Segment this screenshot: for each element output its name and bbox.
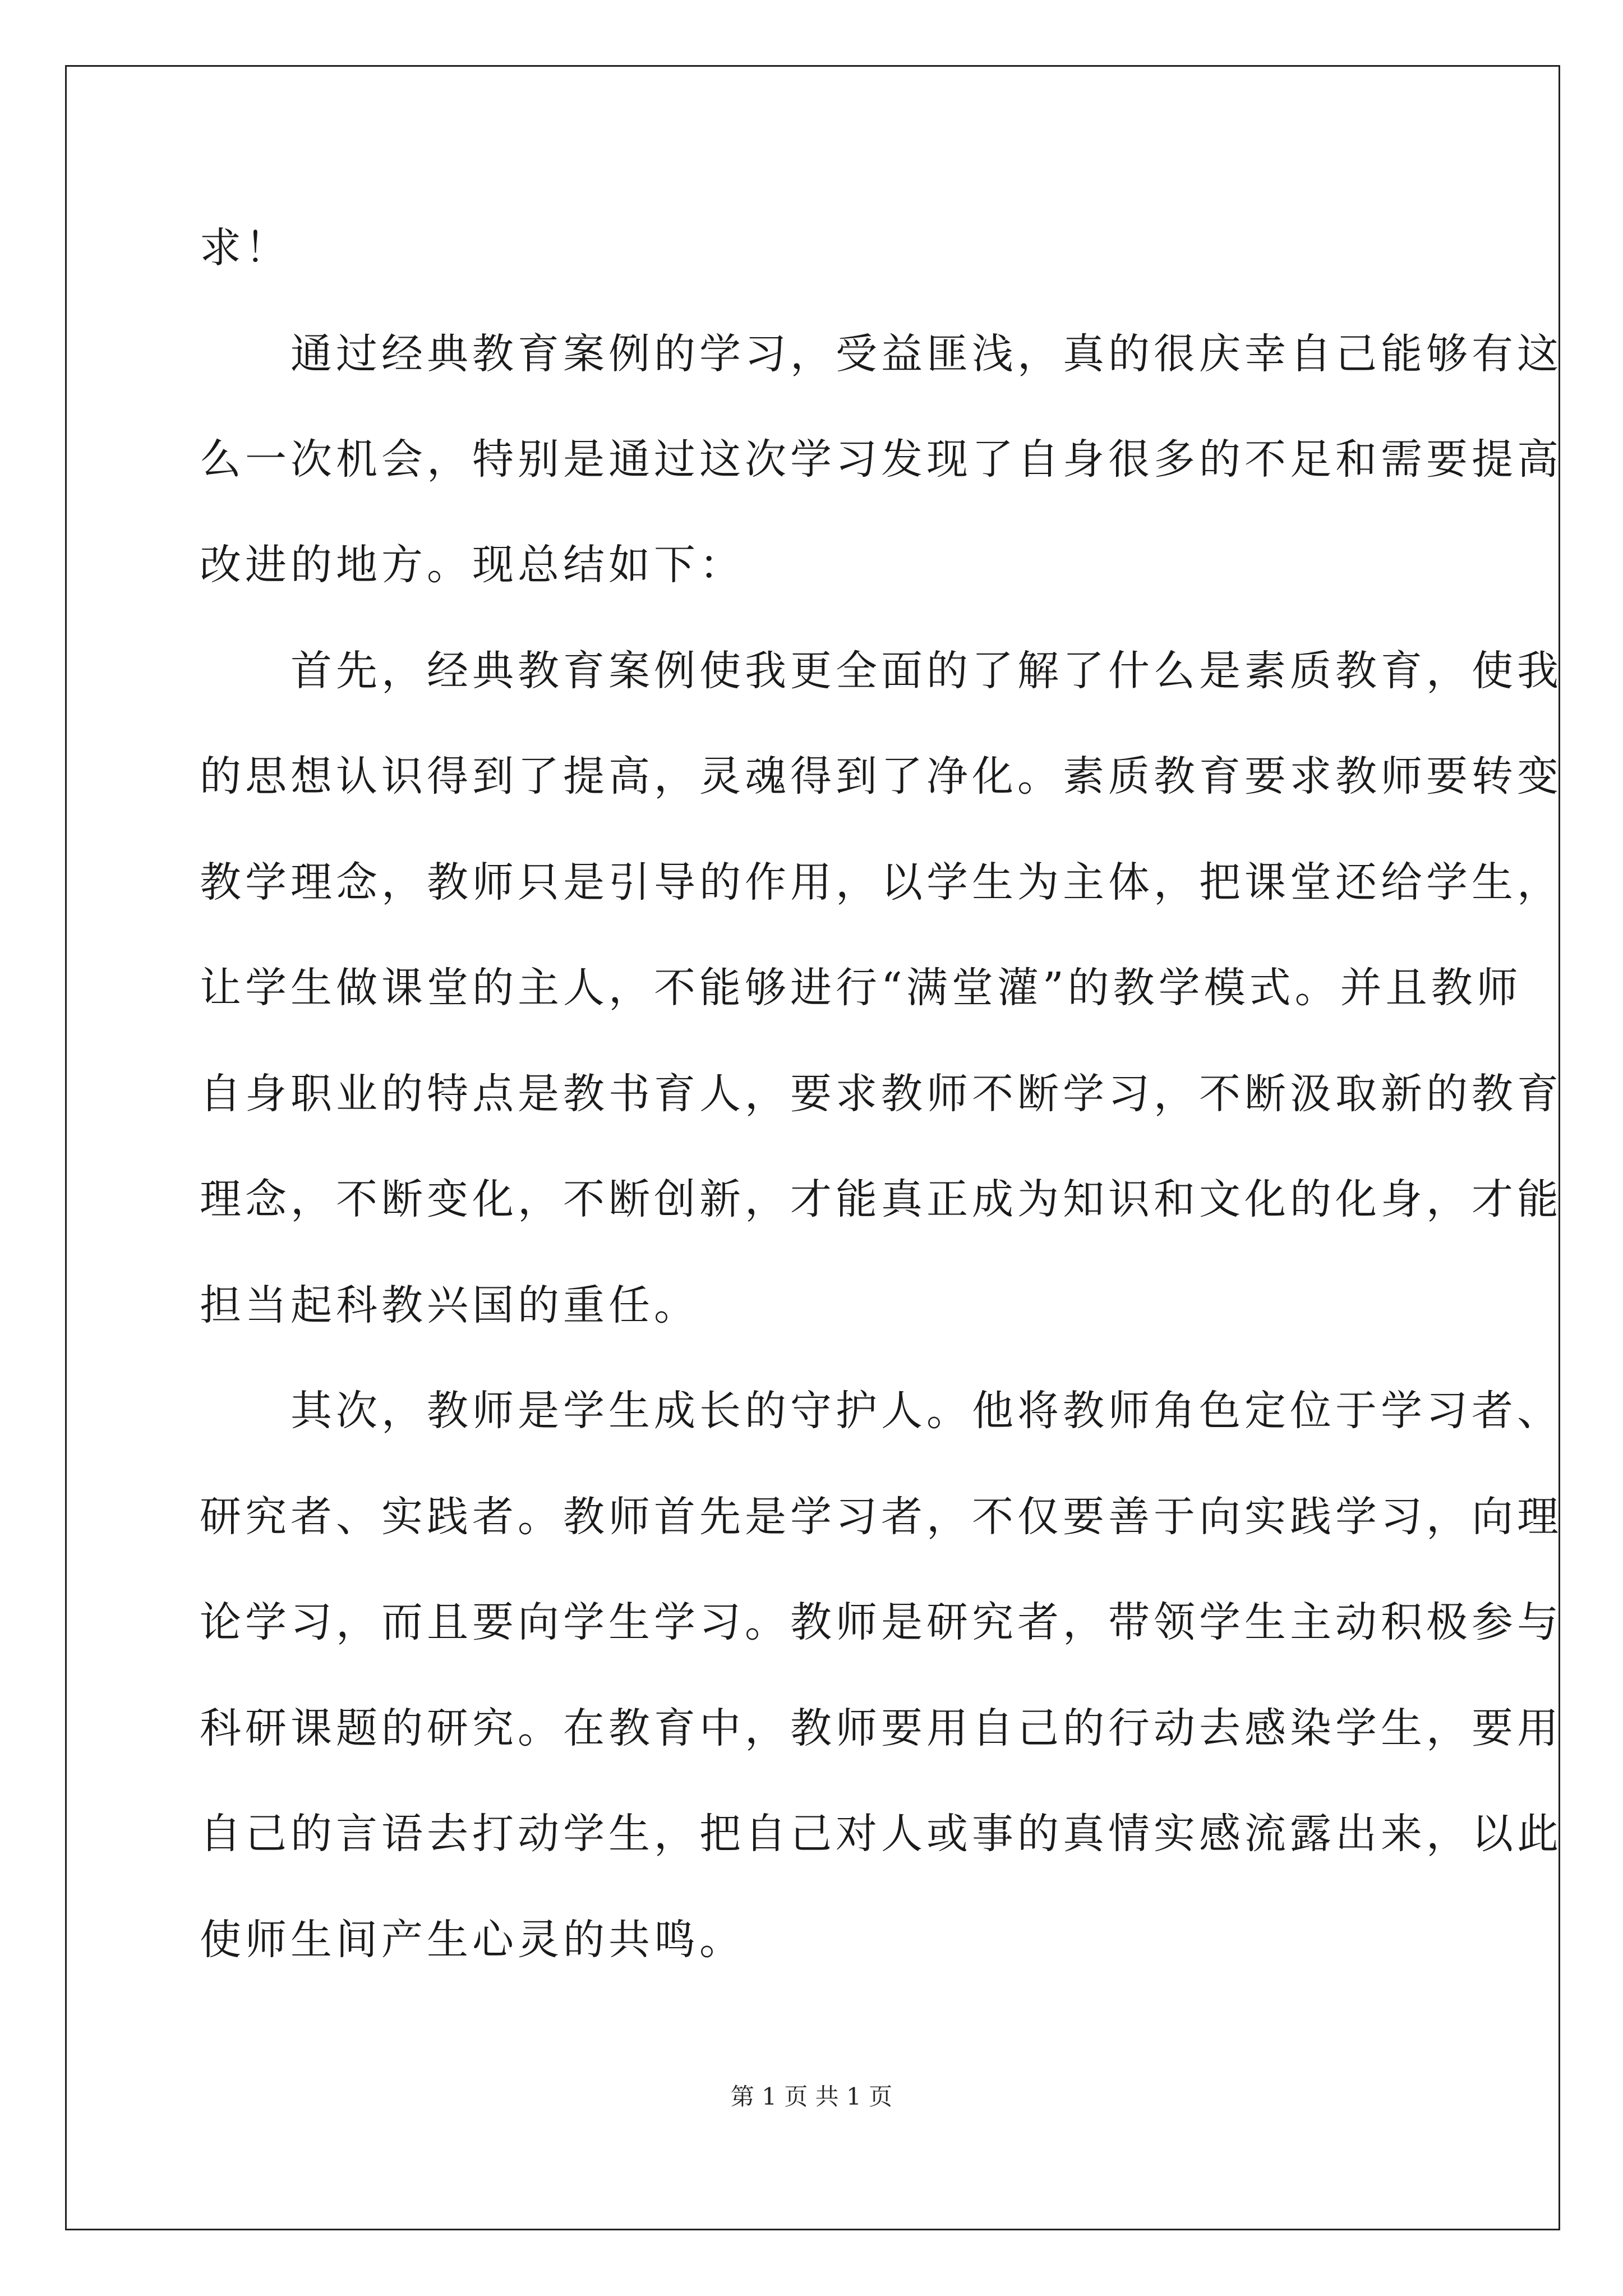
text-line: 自己的言语去打动学生，把自己对人或事的真情实感流露出来，以此 [200, 1810, 1562, 1858]
text-line: 科研课题的研究。在教育中，教师要用自己的行动去感染学生，要用 [200, 1704, 1562, 1752]
text-line: 改进的地方。现总结如下： [200, 541, 745, 589]
text-line: 么一次机会，特别是通过这次学习发现了自身很多的不足和需要提高 [200, 435, 1562, 484]
page-footer: 第 1 页 共 1 页 [730, 2083, 893, 2110]
text-line: 研究者、实践者。教师首先是学习者，不仅要善于向实践学习，向理 [200, 1493, 1562, 1541]
text-line: 教学理念，教师只是引导的作用，以学生为主体，把课堂还给学生， [200, 858, 1562, 907]
text-line: 担当起科教兴国的重任。 [200, 1281, 699, 1329]
text-line: 论学习，而且要向学生学习。教师是研究者，带领学生主动积极参与 [200, 1598, 1562, 1646]
text-line: 求！ [200, 224, 291, 272]
text-line: 使师生间产生心灵的共鸣。 [200, 1916, 745, 1964]
text-line: 自身职业的特点是教书育人，要求教师不断学习，不断汲取新的教育 [200, 1070, 1562, 1118]
text-line: 让学生做课堂的主人，不能够进行“满堂灌”的教学模式。并且教师 [200, 964, 1522, 1012]
text-line: 通过经典教育案例的学习，受益匪浅，真的很庆幸自己能够有这 [200, 330, 1562, 378]
text-line: 的思想认识得到了提高，灵魂得到了净化。素质教育要求教师要转变 [200, 752, 1562, 800]
text-line: 首先，经典教育案例使我更全面的了解了什么是素质教育，使我 [200, 647, 1562, 695]
text-line: 理念，不断变化，不断创新，才能真正成为知识和文化的化身，才能 [200, 1175, 1562, 1223]
text-line: 其次，教师是学生成长的守护人。他将教师角色定位于学习者、 [200, 1387, 1562, 1435]
page-border [65, 65, 1560, 2230]
